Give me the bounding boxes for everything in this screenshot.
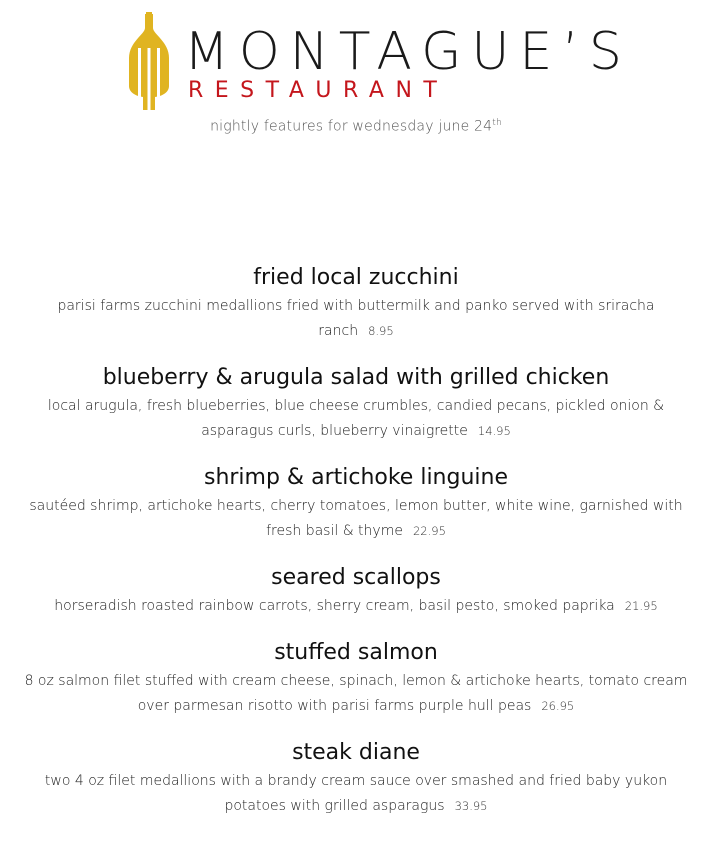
menu-item-name: shrimp & artichoke linguine — [203, 465, 508, 490]
menu-item-price: 33.95 — [454, 799, 488, 813]
menu-item — [0, 637, 712, 719]
menu-item-name: stuffed salmon — [274, 640, 438, 665]
menu-item-description — [18, 669, 694, 719]
menu-item-description-text: local arugula, fresh blueberries, blue cheese crumbles, candied pecans, pickled onion & asparagus curls, blueberry vinaigrette — [47, 398, 665, 439]
menu-item-description-text: parisi farms zucchini medallions fried with buttermilk and panko served with sriracha ranch — [57, 298, 655, 339]
menu-item-name: steak diane — [292, 740, 420, 765]
menu-item-price: 21.95 — [624, 599, 658, 613]
menu-item-price: 26.95 — [541, 699, 575, 713]
menu-item — [0, 737, 712, 819]
menu-item — [0, 562, 712, 619]
tagline-text: nightly features for wednesday june 24 — [210, 118, 493, 135]
header — [0, 0, 712, 160]
menu-item — [0, 362, 712, 444]
menu-list — [0, 262, 712, 837]
brand-subtitle: RESTAURANT — [188, 78, 449, 103]
menu-item-description — [18, 294, 694, 344]
menu-item — [0, 462, 712, 544]
tagline-suffix: th — [492, 118, 502, 128]
menu-item-description — [18, 494, 694, 544]
menu-item-description-text: 8 oz salmon filet stuffed with cream cheese, spinach, lemon & artichoke hearts, tomato cream over parmesan risotto with parisi farms purple hull peas — [24, 673, 688, 714]
tagline — [0, 118, 712, 135]
menu-item-price: 14.95 — [477, 424, 511, 438]
menu-item-description — [18, 394, 694, 444]
menu-item-description — [18, 594, 694, 619]
brand-name: MONTAGUE’S — [184, 22, 632, 82]
menu-item-description — [18, 769, 694, 819]
menu-item-description-text: sautéed shrimp, artichoke hearts, cherry tomatoes, lemon butter, white wine, garnished with fresh basil & thyme — [29, 498, 683, 539]
menu-item-name: blueberry & arugula salad with grilled chicken — [102, 365, 610, 390]
menu-item-name: fried local zucchini — [253, 265, 459, 290]
fork-logo-icon — [126, 12, 172, 112]
menu-item-price: 22.95 — [412, 524, 446, 538]
menu-item-description-text: two 4 oz filet medallions with a brandy cream sauce over smashed and fried baby yukon potatoes with grilled asparagus — [44, 773, 668, 814]
menu-item — [0, 262, 712, 344]
menu-item-price: 8.95 — [368, 324, 394, 338]
menu-item-name: seared scallops — [271, 565, 441, 590]
menu-item-description-text: horseradish roasted rainbow carrots, sherry cream, basil pesto, smoked paprika — [54, 598, 615, 614]
